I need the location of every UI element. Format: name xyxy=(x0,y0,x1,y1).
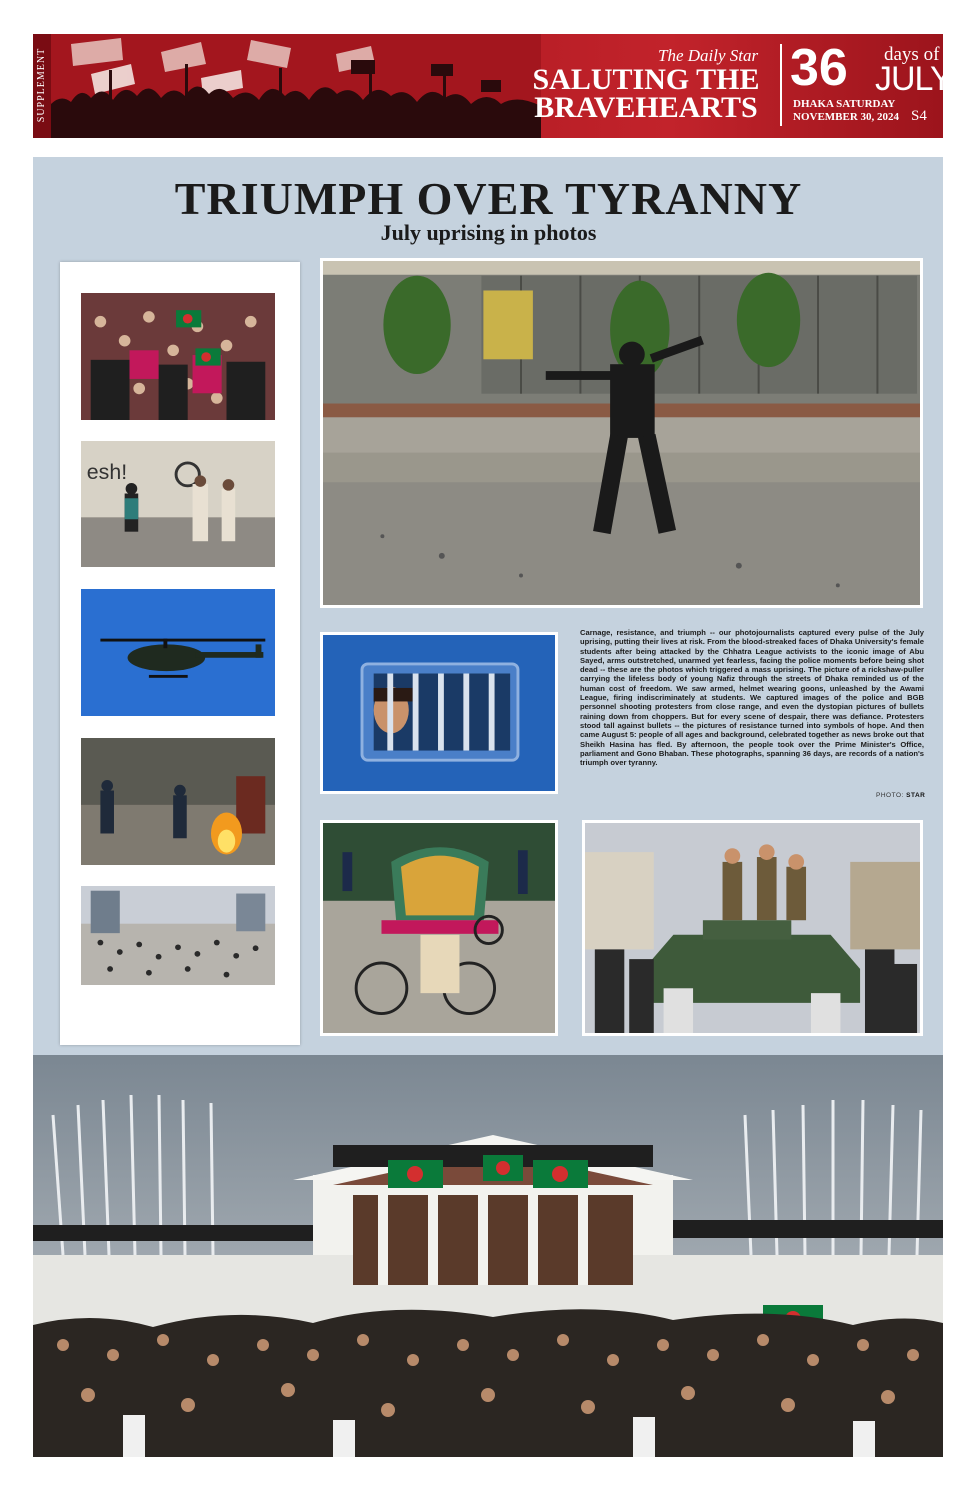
days-of-label: days of xyxy=(884,44,940,65)
photo-attack-on-students xyxy=(78,438,278,570)
photo-gono-bhaban-crowd xyxy=(33,1055,943,1457)
days-count: 36 xyxy=(790,39,848,97)
title-line-1: SALUTING THE xyxy=(532,63,760,96)
headline: TRIUMPH OVER TYRANNY xyxy=(174,173,803,224)
credit-label: PHOTO: xyxy=(876,792,904,799)
supplement-strip xyxy=(33,34,51,138)
page-number: S4 xyxy=(911,108,927,124)
photo-rickshaw-carrying-body xyxy=(320,820,558,1036)
header-banner xyxy=(33,34,952,138)
supplement-title xyxy=(500,63,792,124)
article-body: Carnage, resistance, and triumph -- our photojournalists captured every pulse of the July uprising, putting their lives at risk. From the blood-streaked faces of Dhaka University's female students after being attacked by the Chhatra League activists to the iconic image of Abu Sayed, arms outstretched, unarmed yet fearless, facing the police moments before being shot dead -- these are the photos which triggered a mass uprising. The picture of a rickshaw-puller carrying the lifeless body of young Nafiz through the streets of Dhaka reminded us of the human cost of freedom. We saw armed, helmet wearing goons, unleashed by the Awami League, firing indiscriminately at students. We captured images of the police and BGB personnel shooting protesters from close range, and even the dystopian pictures of bullets raining down from choppers. But for every scene of despair, there was defiance. Protesters stood tall against bullets -- the pictures of resistance turned into symbols of hope. And then came August 5: people of all ages and background, celebrated together as news broke out that Sheikh Hasina has fled. By afternoon, the people took over the Prime Minister's Office, parliament and Gono Bhaban. These photographs, spanning 36 days, are records of a nation's triumph over tyranny. xyxy=(580,628,924,768)
photo-helicopter xyxy=(78,586,278,719)
photo-abu-sayed-arms-outstretched xyxy=(320,258,923,608)
photo-celebration-on-armored-vehicle xyxy=(582,820,923,1036)
svg-text:esh!: esh! xyxy=(86,461,128,485)
subheadline: July uprising in photos xyxy=(380,220,597,245)
photo-protesters-on-road xyxy=(78,883,278,988)
credit-source: STAR xyxy=(906,792,926,799)
photo-student-protest-crowd xyxy=(78,290,278,423)
photo-girl-in-prison-van xyxy=(320,632,558,794)
date-line-2: NOVEMBER 30, 2024 xyxy=(793,111,900,123)
month-label: JULY xyxy=(875,60,952,98)
photo-street-clash-fire xyxy=(78,735,278,868)
date-line-1: DHAKA SATURDAY xyxy=(793,98,896,110)
masthead-name: The Daily Star xyxy=(658,46,759,65)
title-line-2: BRAVEHEARTS xyxy=(534,91,758,124)
dateline xyxy=(793,98,899,124)
supplement-label: SUPPLEMENT xyxy=(36,47,47,123)
header-divider xyxy=(780,44,782,126)
crowd-silhouette-illustration xyxy=(51,34,541,138)
photo-credit xyxy=(876,792,925,799)
